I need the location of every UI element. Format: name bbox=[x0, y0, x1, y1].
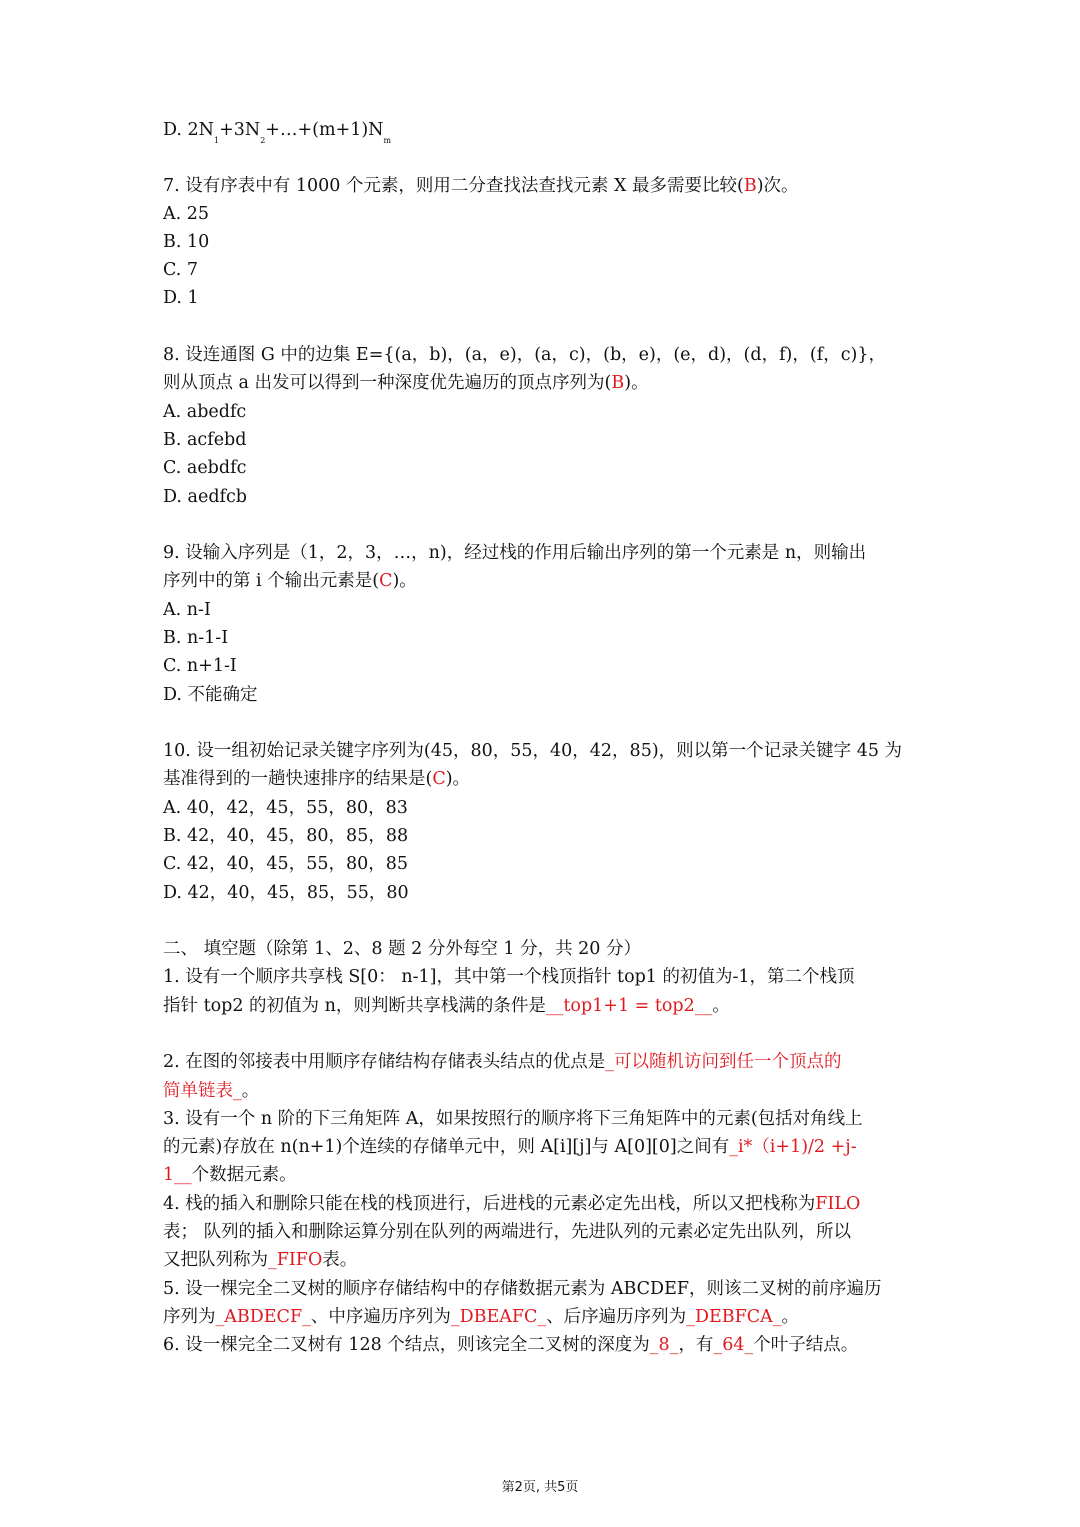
f3-answer: _i*（i+1)/2 +j- bbox=[729, 1137, 857, 1157]
q9-stem-line2 bbox=[163, 569, 417, 593]
q8-text: )。 bbox=[624, 373, 649, 393]
q9-option-d: D. 不能确定 bbox=[163, 685, 258, 705]
q10-option-d: D. 42，40，45，85，55，80 bbox=[163, 883, 409, 903]
f4-line2: 表； 队列的插入和删除运算分别在队列的两端进行，先进队列的元素必定先出队列，所以 bbox=[163, 1222, 852, 1242]
q6d-subscript: m bbox=[383, 136, 392, 145]
q10-stem-line1: 10. 设一组初始记录关键字序列为(45，80，55，40，42，85)，则以第一个记录关键字 45 为 bbox=[163, 741, 903, 761]
q9-stem-line1: 9. 设输入序列是（1，2，3，…，n)，经过栈的作用后输出序列的第一个元素是 n，则输出 bbox=[163, 543, 867, 563]
f5-line1: 5. 设一棵完全二叉树的顺序存储结构中的存储数据元素为 ABCDEF，则该二叉树的前序遍历 bbox=[163, 1279, 882, 1299]
f4-answer: _FIFO bbox=[268, 1250, 323, 1270]
q7-option-c: C. 7 bbox=[163, 260, 199, 280]
f3-line1: 3. 设有一个 n 阶的下三角矩阵 A，如果按照行的顺序将下三角矩阵中的元素(包括对角线上 bbox=[163, 1109, 863, 1129]
q7-answer: B bbox=[743, 176, 757, 196]
q9-answer: C bbox=[379, 571, 393, 591]
f1-text: 指针 top2 的初值为 n，则判断共享栈满的条件是 bbox=[163, 996, 546, 1016]
q6-option-d bbox=[163, 118, 391, 153]
f6-answer-depth: _8_ bbox=[649, 1335, 679, 1355]
f5-answer-preorder: _ABDECF_ bbox=[215, 1307, 311, 1327]
q9-option-b: B. n-1-I bbox=[163, 628, 229, 648]
q10-text: )。 bbox=[445, 769, 471, 789]
f6-text: 个叶子结点。 bbox=[753, 1335, 859, 1355]
q8-answer: B bbox=[611, 373, 625, 393]
f1-line1: 1. 设有一个顺序共享栈 S[0： n-1]，其中第一个栈顶指针 top1 的初值为-1，第二个栈顶 bbox=[163, 967, 855, 987]
q10-option-a: A. 40，42，45，55，80，83 bbox=[163, 798, 408, 818]
q6d-subscript: 1 bbox=[213, 136, 220, 145]
f6-text: ，有 bbox=[678, 1335, 714, 1355]
q6d-text: +…+(m+1)N bbox=[265, 120, 384, 140]
section-2-heading: 二、 填空题（除第 1、2、8 题 2 分外每空 1 分，共 20 分） bbox=[163, 939, 642, 959]
page-footer: 第2页, 共5页 bbox=[501, 1480, 579, 1495]
f4-text: 4. 栈的插入和删除只能在栈的栈顶进行，后进栈的元素必定先出栈，所以又把栈称为 bbox=[163, 1194, 816, 1214]
f5-text: 。 bbox=[781, 1307, 800, 1327]
f1-answer: __top1+1 = top2__ bbox=[545, 996, 713, 1016]
q7-text: 7. 设有序表中有 1000 个元素，则用二分查找法查找元素 X 最多需要比较( bbox=[163, 176, 744, 196]
f3-line2 bbox=[163, 1135, 857, 1159]
q10-option-c: C. 42，40，45，55，80，85 bbox=[163, 854, 408, 874]
q7-option-b: B. 10 bbox=[163, 232, 210, 252]
q9-text: 序列中的第 i 个输出元素是( bbox=[163, 571, 380, 591]
q10-text: 基准得到的一趟快速排序的结果是( bbox=[163, 769, 433, 789]
f3-line3 bbox=[163, 1163, 297, 1187]
f4-line3 bbox=[163, 1248, 357, 1272]
q10-stem-line2 bbox=[163, 767, 470, 791]
q10-answer: C bbox=[432, 769, 446, 789]
q9-option-c: C. n+1-I bbox=[163, 656, 237, 676]
f4-text: 表。 bbox=[322, 1250, 358, 1270]
f2-answer: 简单链表_ bbox=[163, 1081, 242, 1101]
q7-option-a: A. 25 bbox=[163, 204, 210, 224]
q9-option-a: A. n-I bbox=[163, 600, 211, 620]
f5-text: 序列为 bbox=[163, 1307, 216, 1327]
f2-text: 2. 在图的邻接表中用顺序存储结构存储表头结点的优点是 bbox=[163, 1052, 606, 1072]
q8-option-c: C. aebdfc bbox=[163, 458, 247, 478]
q10-option-b: B. 42，40，45，80，85，88 bbox=[163, 826, 409, 846]
q7-option-d: D. 1 bbox=[163, 288, 199, 308]
f3-answer: 1__ bbox=[163, 1165, 192, 1185]
f6-line1 bbox=[163, 1333, 858, 1357]
f1-line2 bbox=[163, 994, 730, 1018]
f2-text: 。 bbox=[241, 1081, 260, 1101]
q8-stem-line1: 8. 设连通图 G 中的边集 E={(a，b)，(a，e)，(a，c)，(b，e)，(e，d)，(d，f)，(f，c)}， bbox=[163, 345, 886, 365]
f4-answer: FILO bbox=[815, 1194, 861, 1214]
f1-text: 。 bbox=[712, 996, 730, 1016]
f2-line2 bbox=[163, 1079, 259, 1103]
f5-line2 bbox=[163, 1305, 799, 1329]
q6d-subscript: 2 bbox=[260, 136, 266, 145]
f6-answer-leaves: _64_ bbox=[713, 1335, 754, 1355]
q6d-text: D. 2N bbox=[163, 120, 214, 140]
f4-line1 bbox=[163, 1192, 860, 1216]
q8-option-b: B. acfebd bbox=[163, 430, 247, 450]
f4-text: 又把队列称为 bbox=[163, 1250, 268, 1270]
q8-stem-line2 bbox=[163, 371, 649, 395]
f5-text: 、后序遍历序列为 bbox=[546, 1307, 687, 1327]
f5-answer-inorder: _DBEAFC_ bbox=[450, 1307, 547, 1327]
q8-text: 则从顶点 a 出发可以得到一种深度优先遍历的顶点序列为( bbox=[163, 373, 612, 393]
q8-option-a: A. abedfc bbox=[163, 402, 247, 422]
f5-text: 、中序遍历序列为 bbox=[310, 1307, 451, 1327]
f2-line1 bbox=[163, 1050, 842, 1074]
f3-text: 个数据元素。 bbox=[191, 1165, 297, 1185]
q8-option-d: D. aedfcb bbox=[163, 487, 248, 507]
f5-answer-postorder: _DEBFCA_ bbox=[686, 1307, 782, 1327]
f6-text: 6. 设一棵完全二叉树有 128 个结点，则该完全二叉树的深度为 bbox=[163, 1335, 650, 1355]
q7-text: )次。 bbox=[756, 176, 799, 196]
q9-text: )。 bbox=[392, 571, 417, 591]
q7-stem bbox=[163, 174, 799, 198]
f2-answer: _可以随机访问到任一个顶点的 bbox=[605, 1052, 842, 1072]
f3-text: 的元素)存放在 n(n+1)个连续的存储单元中，则 A[i][j]与 A[0][0]之间有 bbox=[163, 1137, 730, 1157]
q6d-text: +3N bbox=[219, 120, 261, 140]
